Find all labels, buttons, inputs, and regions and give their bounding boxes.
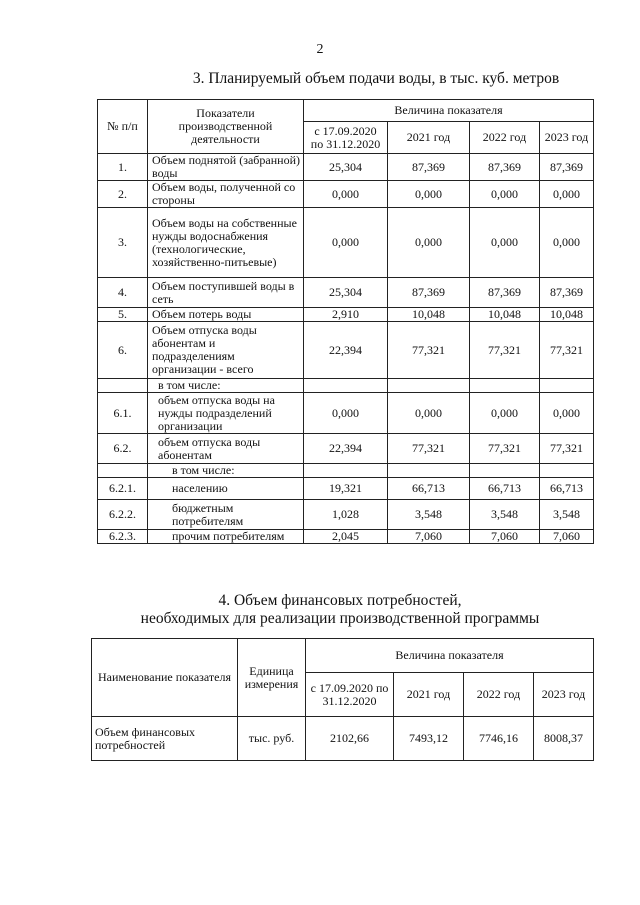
page-number: 2 — [316, 42, 324, 57]
table-row — [98, 478, 594, 500]
row-value: 10,048 — [470, 308, 540, 322]
row-indicator: объем отпуска воды абонентам — [148, 434, 304, 464]
row-value — [304, 379, 388, 393]
row-value: 2102,66 — [306, 717, 394, 761]
row-value: 87,369 — [388, 278, 470, 308]
row-value — [388, 379, 470, 393]
row-value: 19,321 — [304, 478, 388, 500]
row-value — [388, 464, 470, 478]
header-period: с 17.09.2020 по 31.12.2020 — [304, 122, 388, 154]
row-indicator: в том числе: — [148, 379, 304, 393]
table-body — [98, 154, 594, 544]
header-value: Величина показателя — [306, 639, 594, 673]
row-indicator: объем отпуска воды на нужды подразделений организации — [148, 393, 304, 434]
row-indicator: бюджетным потребителям — [148, 500, 304, 530]
row-indicator: Объем воды на собственные нужды водоснабжения (технологические, хозяйственно-питьевые) — [148, 208, 304, 278]
row-value: 0,000 — [470, 393, 540, 434]
row-indicator: в том числе: — [148, 464, 304, 478]
table-row — [98, 379, 594, 393]
header-num: № п/п — [98, 100, 148, 154]
row-value: 3,548 — [388, 500, 470, 530]
row-number: 6.2.2. — [98, 500, 148, 530]
row-value — [540, 464, 594, 478]
row-value: 66,713 — [540, 478, 594, 500]
row-value: 0,000 — [470, 208, 540, 278]
row-indicator: Объем отпуска воды абонентам и подразделениям организации - всего — [148, 322, 304, 379]
row-value: 3,548 — [540, 500, 594, 530]
header-period: 2021 год — [394, 673, 464, 717]
table-row — [98, 530, 594, 544]
row-value: 0,000 — [304, 208, 388, 278]
row-number: 3. — [98, 208, 148, 278]
financial-needs-table — [91, 638, 594, 761]
table-row — [98, 278, 594, 308]
row-value: 0,000 — [540, 181, 594, 208]
row-value: 77,321 — [388, 434, 470, 464]
row-indicator: Объем поступившей воды в сеть — [148, 278, 304, 308]
row-value: 77,321 — [470, 434, 540, 464]
row-value: 77,321 — [540, 322, 594, 379]
row-value: 0,000 — [540, 208, 594, 278]
row-value: 25,304 — [304, 154, 388, 181]
row-number: 6.2.1. — [98, 478, 148, 500]
row-value: 7493,12 — [394, 717, 464, 761]
header-period: 2022 год — [470, 122, 540, 154]
table-header-row — [92, 639, 594, 673]
row-value: 87,369 — [540, 278, 594, 308]
row-value: 0,000 — [304, 181, 388, 208]
section-4-title-line2: необходимых для реализации производственной программы — [140, 610, 540, 627]
header-unit: Единица измерения — [238, 639, 306, 717]
row-value: 87,369 — [540, 154, 594, 181]
table-row — [98, 308, 594, 322]
row-value: 66,713 — [470, 478, 540, 500]
row-value: 0,000 — [388, 393, 470, 434]
section-4-title-line1: 4. Объем финансовых потребностей, — [218, 592, 462, 609]
row-number: 6. — [98, 322, 148, 379]
header-value: Величина показателя — [304, 100, 594, 122]
row-value: 7,060 — [540, 530, 594, 544]
header-period: 2023 год — [540, 122, 594, 154]
row-unit: тыс. руб. — [238, 717, 306, 761]
row-name: Объем финансовых потребностей — [92, 717, 238, 761]
table-row — [92, 717, 594, 761]
row-value — [470, 379, 540, 393]
row-value: 22,394 — [304, 434, 388, 464]
row-value: 0,000 — [304, 393, 388, 434]
row-value: 0,000 — [470, 181, 540, 208]
row-number: 6.1. — [98, 393, 148, 434]
row-number: 5. — [98, 308, 148, 322]
row-value — [470, 464, 540, 478]
row-value: 1,028 — [304, 500, 388, 530]
row-value: 7746,16 — [464, 717, 534, 761]
header-period: 2023 год — [534, 673, 594, 717]
row-value: 0,000 — [388, 208, 470, 278]
row-number: 4. — [98, 278, 148, 308]
row-value: 22,394 — [304, 322, 388, 379]
row-value: 0,000 — [540, 393, 594, 434]
table-row — [98, 500, 594, 530]
table-row — [98, 181, 594, 208]
header-name: Наименование показателя — [92, 639, 238, 717]
row-indicator: Объем потерь воды — [148, 308, 304, 322]
row-indicator: Объем воды, полученной со стороны — [148, 181, 304, 208]
header-indicator: Показатели производственной деятельности — [148, 100, 304, 154]
header-period: 2022 год — [464, 673, 534, 717]
row-value: 3,548 — [470, 500, 540, 530]
row-value: 10,048 — [540, 308, 594, 322]
row-number: 1. — [98, 154, 148, 181]
row-number — [98, 379, 148, 393]
row-value: 87,369 — [388, 154, 470, 181]
section-3-title: 3. Планируемый объем подачи воды, в тыс. куб. метров — [192, 70, 560, 87]
row-value — [540, 379, 594, 393]
table-row — [98, 393, 594, 434]
water-supply-table — [97, 99, 594, 544]
row-value: 10,048 — [388, 308, 470, 322]
row-number — [98, 464, 148, 478]
row-value: 2,045 — [304, 530, 388, 544]
table-row — [98, 322, 594, 379]
table-row — [98, 154, 594, 181]
table-row — [98, 464, 594, 478]
row-value: 7,060 — [388, 530, 470, 544]
row-value: 8008,37 — [534, 717, 594, 761]
row-value — [304, 464, 388, 478]
table-header-row — [98, 100, 594, 122]
row-indicator: населению — [148, 478, 304, 500]
table-row — [98, 434, 594, 464]
row-value: 0,000 — [388, 181, 470, 208]
row-number: 6.2.3. — [98, 530, 148, 544]
row-number: 2. — [98, 181, 148, 208]
header-period: 2021 год — [388, 122, 470, 154]
row-value: 77,321 — [388, 322, 470, 379]
row-value: 87,369 — [470, 278, 540, 308]
header-period: с 17.09.2020 по 31.12.2020 — [306, 673, 394, 717]
row-indicator: Объем поднятой (забранной) воды — [148, 154, 304, 181]
row-value: 77,321 — [540, 434, 594, 464]
table-row — [98, 208, 594, 278]
row-value: 2,910 — [304, 308, 388, 322]
row-value: 25,304 — [304, 278, 388, 308]
row-indicator: прочим потребителям — [148, 530, 304, 544]
row-value: 77,321 — [470, 322, 540, 379]
row-value: 87,369 — [470, 154, 540, 181]
row-number: 6.2. — [98, 434, 148, 464]
row-value: 7,060 — [470, 530, 540, 544]
row-value: 66,713 — [388, 478, 470, 500]
